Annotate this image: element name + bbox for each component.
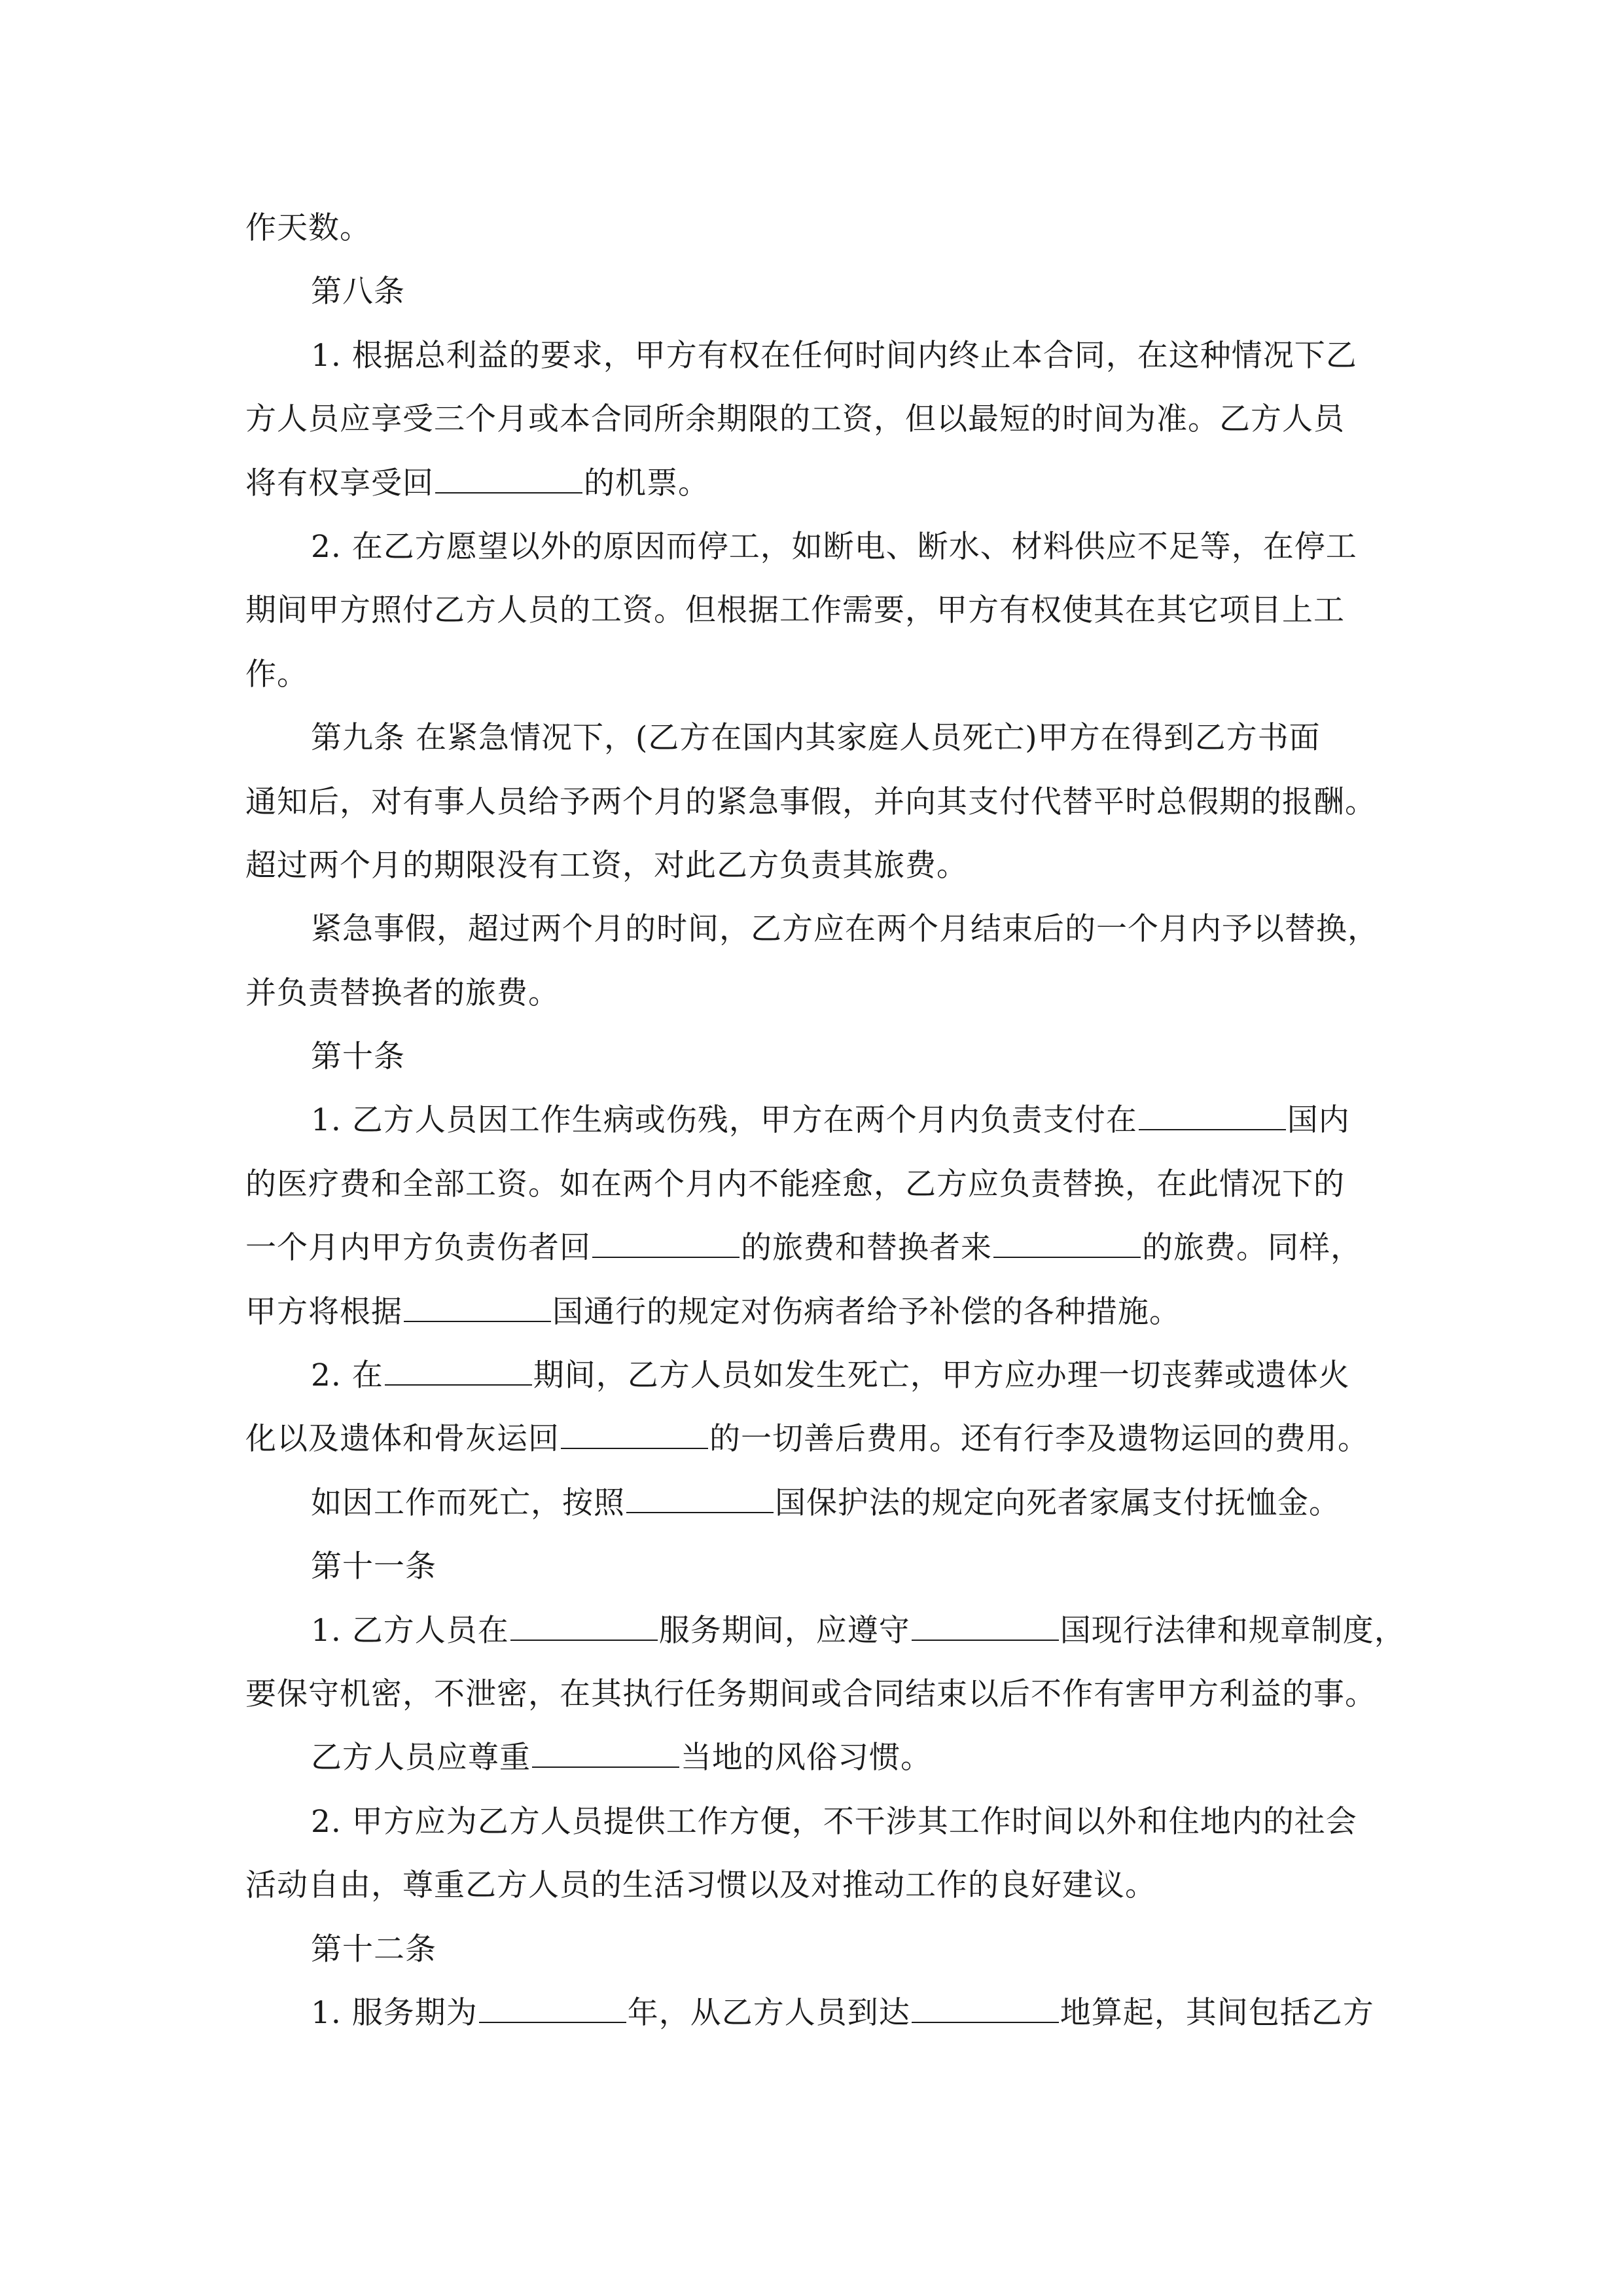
fill-in-blank — [561, 1408, 708, 1449]
text-line — [245, 1407, 1397, 1471]
fill-in-blank — [912, 1600, 1059, 1641]
text-line — [245, 1280, 1397, 1344]
fill-in-blank — [912, 1982, 1059, 2023]
fill-in-blank — [479, 1982, 626, 2023]
text-line — [245, 1216, 1397, 1280]
text-line — [245, 1153, 1397, 1216]
fill-in-blank — [532, 1727, 679, 1768]
text-segment: 第十二条 — [311, 1931, 437, 1967]
text-segment: 期间，乙方人员如发生死亡，甲方应办理一切丧葬或遗体火 — [533, 1357, 1350, 1394]
text-segment: 国内 — [1287, 1102, 1350, 1139]
text-line — [245, 1599, 1406, 1662]
text-segment: 活动自由，尊重乙方人员的生活习惯以及对推动工作的良好建议。 — [245, 1867, 1156, 1904]
text-line — [245, 1790, 1397, 1854]
text-segment: 第十一条 — [311, 1549, 437, 1585]
text-line — [245, 196, 1397, 260]
text-line — [245, 1025, 1397, 1088]
text-line — [245, 961, 1397, 1025]
text-segment: 国现行法律和规章制度， — [1060, 1612, 1406, 1649]
contract-text-body — [245, 196, 1406, 2045]
text-segment: 的一切善后费用。还有行李及遗物运回的费用。 — [709, 1421, 1369, 1458]
text-segment: 乙方人员应尊重 — [311, 1740, 531, 1776]
text-segment: 如因工作而死亡，按照 — [311, 1484, 625, 1521]
text-line — [245, 260, 1397, 323]
text-segment: 地算起，其间包括乙方 — [1060, 1994, 1374, 2031]
text-segment: 通知后，对有事人员给予两个月的紧急事假，并向其支付代替平时总假期的报酬。 — [245, 783, 1376, 820]
text-segment: 紧急事假，超过两个月的时间，乙方应在两个月结束后的一个月内予以替换， — [311, 911, 1379, 948]
text-segment: 的医疗费和全部工资。如在两个月内不能痊愈，乙方应负责替换，在此情况下的 — [245, 1166, 1345, 1202]
fill-in-blank — [404, 1282, 551, 1322]
text-segment: 第十条 — [311, 1039, 405, 1075]
fill-in-blank — [435, 453, 582, 493]
text-line — [245, 1854, 1397, 1917]
text-segment: 服务期间，应遵守 — [658, 1612, 910, 1649]
text-line — [245, 324, 1397, 387]
text-line — [245, 1981, 1397, 2045]
fill-in-blank — [592, 1217, 740, 1258]
text-segment: 第九条 在紧急情况下，(乙方在国内其家庭人员死亡)甲方在得到乙方书面 — [311, 720, 1321, 757]
text-line — [245, 1535, 1397, 1598]
fill-in-blank — [510, 1600, 658, 1641]
fill-in-blank — [993, 1217, 1141, 1258]
text-line — [245, 897, 1397, 961]
text-segment: 当地的风俗习惯。 — [681, 1740, 932, 1776]
text-segment: 的旅费。同样， — [1142, 1230, 1362, 1266]
text-segment: 1. 根据总利益的要求，甲方有权在任何时间内终止本合同，在这种情况下乙 — [311, 337, 1357, 374]
text-line — [245, 643, 1397, 706]
text-segment: 将有权享受回 — [245, 465, 434, 501]
text-segment: 2. 在乙方愿望以外的原因而停工，如断电、断水、材料供应不足等，在停工 — [311, 528, 1357, 565]
text-segment: 1. 乙方人员因工作生病或伤残，甲方在两个月内负责支付在 — [311, 1102, 1137, 1139]
text-segment: 1. 服务期为 — [311, 1994, 478, 2031]
text-line — [245, 1088, 1397, 1152]
text-segment: 第八条 — [311, 274, 405, 310]
text-line — [245, 1662, 1397, 1726]
text-segment: 的机票。 — [584, 465, 709, 501]
text-segment: 超过两个月的期限没有工资，对此乙方负责其旅费。 — [245, 847, 968, 884]
text-segment: 国通行的规定对伤病者给予补偿的各种措施。 — [552, 1293, 1181, 1330]
text-segment: 期间甲方照付乙方人员的工资。但根据工作需要，甲方有权使其在其它项目上工 — [245, 592, 1345, 629]
text-segment: 化以及遗体和骨灰运回 — [245, 1421, 560, 1458]
text-segment: 甲方将根据 — [245, 1293, 402, 1330]
text-line — [245, 1471, 1397, 1535]
fill-in-blank — [385, 1345, 532, 1386]
text-line — [245, 387, 1397, 451]
text-segment: 2. 甲方应为乙方人员提供工作方便，不干涉其工作时间以外和住地内的社会 — [311, 1803, 1357, 1840]
text-segment: 2. 在 — [311, 1357, 383, 1394]
text-segment: 方人员应享受三个月或本合同所余期限的工资，但以最短的时间为准。乙方人员 — [245, 401, 1345, 438]
text-line — [245, 1918, 1397, 1981]
text-line — [245, 834, 1397, 897]
text-segment: 一个月内甲方负责伤者回 — [245, 1230, 591, 1266]
fill-in-blank — [1139, 1090, 1286, 1130]
text-segment: 1. 乙方人员在 — [311, 1612, 509, 1649]
text-line — [245, 706, 1397, 770]
text-line — [245, 1726, 1397, 1789]
text-line — [245, 1344, 1397, 1407]
text-line — [245, 770, 1397, 834]
text-segment: 年，从乙方人员到达 — [627, 1994, 910, 2031]
text-segment: 并负责替换者的旅费。 — [245, 975, 560, 1011]
text-segment: 要保守机密，不泄密，在其执行任务期间或合同结束以后不作有害甲方利益的事。 — [245, 1676, 1376, 1712]
text-segment: 国保护法的规定向死者家属支付抚恤金。 — [775, 1484, 1340, 1521]
text-line — [245, 515, 1397, 579]
text-segment: 作。 — [245, 656, 308, 692]
text-line — [245, 579, 1397, 642]
text-segment: 的旅费和替换者来 — [741, 1230, 992, 1266]
text-segment: 作天数。 — [245, 210, 371, 246]
fill-in-blank — [626, 1473, 774, 1513]
text-line — [245, 452, 1397, 515]
